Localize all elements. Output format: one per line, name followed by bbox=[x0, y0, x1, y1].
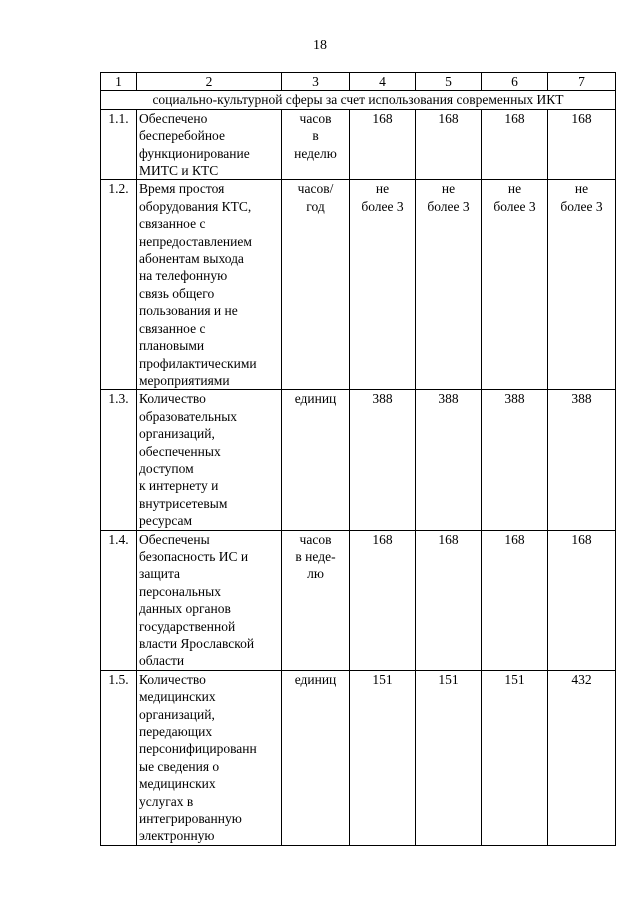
row-number: 1.3. bbox=[101, 390, 137, 530]
table-row bbox=[101, 670, 616, 845]
row-unit: часов в неде- лю bbox=[282, 530, 350, 670]
row-indicator-name: Количество образовательных организаций, обеспеченных доступом к интернету и внутрисетевым ресурсам bbox=[137, 390, 282, 530]
row-value-col6: 168 bbox=[482, 530, 548, 670]
row-unit: единиц bbox=[282, 390, 350, 530]
section-title: социально-культурной сферы за счет использования современных ИКТ bbox=[101, 91, 616, 109]
row-value-col6: 151 bbox=[482, 670, 548, 845]
table-body bbox=[101, 73, 616, 846]
row-value-col4: 388 bbox=[350, 390, 416, 530]
row-indicator-name: Обеспечены безопасность ИС и защита персональных данных органов государственной власти Ярославской области bbox=[137, 530, 282, 670]
table-row bbox=[101, 109, 616, 180]
table-row bbox=[101, 390, 616, 530]
header-cell: 3 bbox=[282, 73, 350, 91]
row-unit: единиц bbox=[282, 670, 350, 845]
row-value-col5: не более 3 bbox=[416, 180, 482, 390]
row-value-col7: 388 bbox=[548, 390, 616, 530]
row-unit: часов в неделю bbox=[282, 109, 350, 180]
page-number: 18 bbox=[313, 38, 327, 53]
row-value-col6: не более 3 bbox=[482, 180, 548, 390]
row-value-col7: 168 bbox=[548, 109, 616, 180]
row-value-col4: 168 bbox=[350, 530, 416, 670]
row-number: 1.2. bbox=[101, 180, 137, 390]
row-value-col4: 168 bbox=[350, 109, 416, 180]
header-cell: 7 bbox=[548, 73, 616, 91]
row-value-col4: не более 3 bbox=[350, 180, 416, 390]
row-value-col5: 388 bbox=[416, 390, 482, 530]
row-indicator-name: Время простоя оборудования КТС, связанное с непредоставлением абонентам выхода на телефонную связь общего пользования и не связанное с плановыми профилактическими мероприятиями bbox=[137, 180, 282, 390]
row-number: 1.5. bbox=[101, 670, 137, 845]
header-cell: 4 bbox=[350, 73, 416, 91]
row-value-col6: 388 bbox=[482, 390, 548, 530]
header-cell: 6 bbox=[482, 73, 548, 91]
row-number: 1.1. bbox=[101, 109, 137, 180]
row-value-col4: 151 bbox=[350, 670, 416, 845]
header-cell: 2 bbox=[137, 73, 282, 91]
row-value-col7: 168 bbox=[548, 530, 616, 670]
row-value-col7: не более 3 bbox=[548, 180, 616, 390]
row-value-col5: 151 bbox=[416, 670, 482, 845]
row-indicator-name: Обеспечено бесперебойное функционирование МИТС и КТС bbox=[137, 109, 282, 180]
table-row bbox=[101, 530, 616, 670]
row-number: 1.4. bbox=[101, 530, 137, 670]
section-row bbox=[101, 91, 616, 109]
header-cell: 5 bbox=[416, 73, 482, 91]
row-value-col7: 432 bbox=[548, 670, 616, 845]
row-value-col5: 168 bbox=[416, 530, 482, 670]
row-indicator-name: Количество медицинских организаций, передающих персонифицированн ые сведения о медицинских услугах в интегрированную электронную bbox=[137, 670, 282, 845]
row-value-col6: 168 bbox=[482, 109, 548, 180]
table-row bbox=[101, 180, 616, 390]
row-unit: часов/ год bbox=[282, 180, 350, 390]
header-row bbox=[101, 73, 616, 91]
header-cell: 1 bbox=[101, 73, 137, 91]
row-value-col5: 168 bbox=[416, 109, 482, 180]
indicators-table bbox=[100, 72, 616, 846]
